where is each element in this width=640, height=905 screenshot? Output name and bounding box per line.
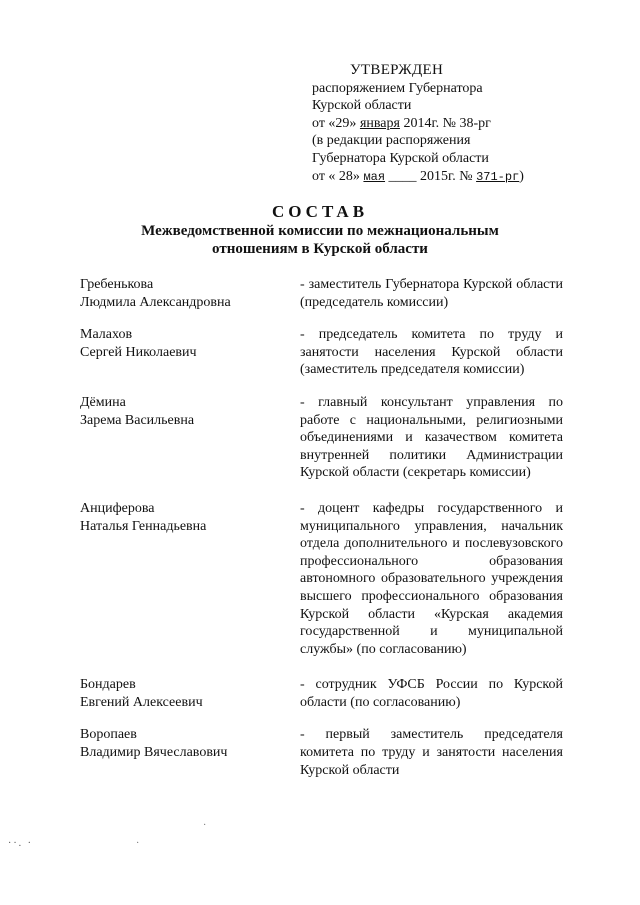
revision-number: 371-рг (476, 169, 520, 184)
member-surname: Бондарев (80, 677, 136, 693)
member-row (80, 726, 564, 779)
member-surname: Гребенькова (80, 277, 154, 292)
member-row (80, 276, 564, 311)
scan-dot: · (203, 820, 207, 831)
member-role: - доцент кафедры государственного и муниципального управления, начальник отдела дополнительного и послевузовского профессионального образования автономного образовательного учреждения высшего профессионального образования Курской области «Курская академия государственной и муниципальной службы» (по согласованию) (300, 500, 563, 657)
member-name (80, 276, 300, 311)
title-subtitle: отношениям в Курской области (212, 241, 428, 257)
approval-heading: УТВЕРЖДЕН (350, 62, 444, 78)
approval-date-line (312, 115, 582, 133)
approval-stamp (312, 62, 582, 186)
approval-text: от «29» (312, 115, 360, 131)
approval-line: распоряжением Губернатора (312, 80, 483, 96)
member-name (80, 726, 300, 779)
member-name (80, 500, 300, 658)
approval-text: 2014г. № 38-рг (399, 115, 491, 131)
revision-text: 2015г. № (416, 168, 477, 184)
revision-text: от « 28» (312, 168, 364, 184)
revision-text: ) (519, 168, 524, 184)
member-surname: Анциферова (80, 500, 155, 516)
member-role: - сотрудник УФСБ России по Курской области (по согласованию) (300, 677, 563, 710)
title-subtitle: Межведомственной комиссии по межнациональным (141, 223, 499, 239)
member-row (80, 326, 564, 379)
revision-gap: ____ (385, 168, 417, 184)
member-given-name: Наталья Геннадьевна (80, 518, 207, 534)
approval-line: Губернатора Курской области (312, 150, 489, 166)
member-surname: Малахов (80, 327, 133, 343)
member-surname: Дёмина (80, 394, 126, 410)
approval-month: января (359, 115, 400, 131)
approval-line: (в редакции распоряжения (312, 133, 471, 149)
member-role: - первый заместитель председателя комитета по труду и занятости населения Курской области (300, 727, 563, 778)
member-given-name: Зарема Васильевна (80, 412, 195, 428)
member-name (80, 676, 300, 711)
members-list (80, 276, 564, 779)
member-role: - главный консультант управления по работе с национальными, религиозными объединениями и казачеством комитета внутренней политики Администрации Курской области (секретарь комиссии) (300, 394, 563, 481)
member-given-name: Людмила Александровна (80, 294, 231, 310)
revision-month: мая (363, 169, 386, 184)
approval-line: Курской области (312, 98, 412, 114)
member-role: - заместитель Губернатора Курской области (председатель комиссии) (300, 277, 563, 310)
member-role: - председатель комитета по труду и занятости населения Курской области (заместитель председателя комиссии) (300, 327, 563, 378)
title-main: СОСТАВ (271, 202, 369, 221)
member-row (80, 394, 564, 482)
member-name (80, 326, 300, 379)
member-row (80, 676, 564, 711)
member-given-name: Евгений Алексеевич (80, 694, 203, 710)
scan-dot: · (136, 838, 140, 849)
member-given-name: Сергей Николаевич (80, 344, 197, 360)
member-name (80, 394, 300, 482)
member-surname: Воропаев (80, 727, 137, 743)
member-row (80, 500, 564, 658)
document-title (60, 202, 580, 258)
revision-date-line (312, 168, 582, 187)
scan-artifact: ··. · (8, 838, 33, 849)
member-given-name: Владимир Вячеславович (80, 745, 228, 761)
